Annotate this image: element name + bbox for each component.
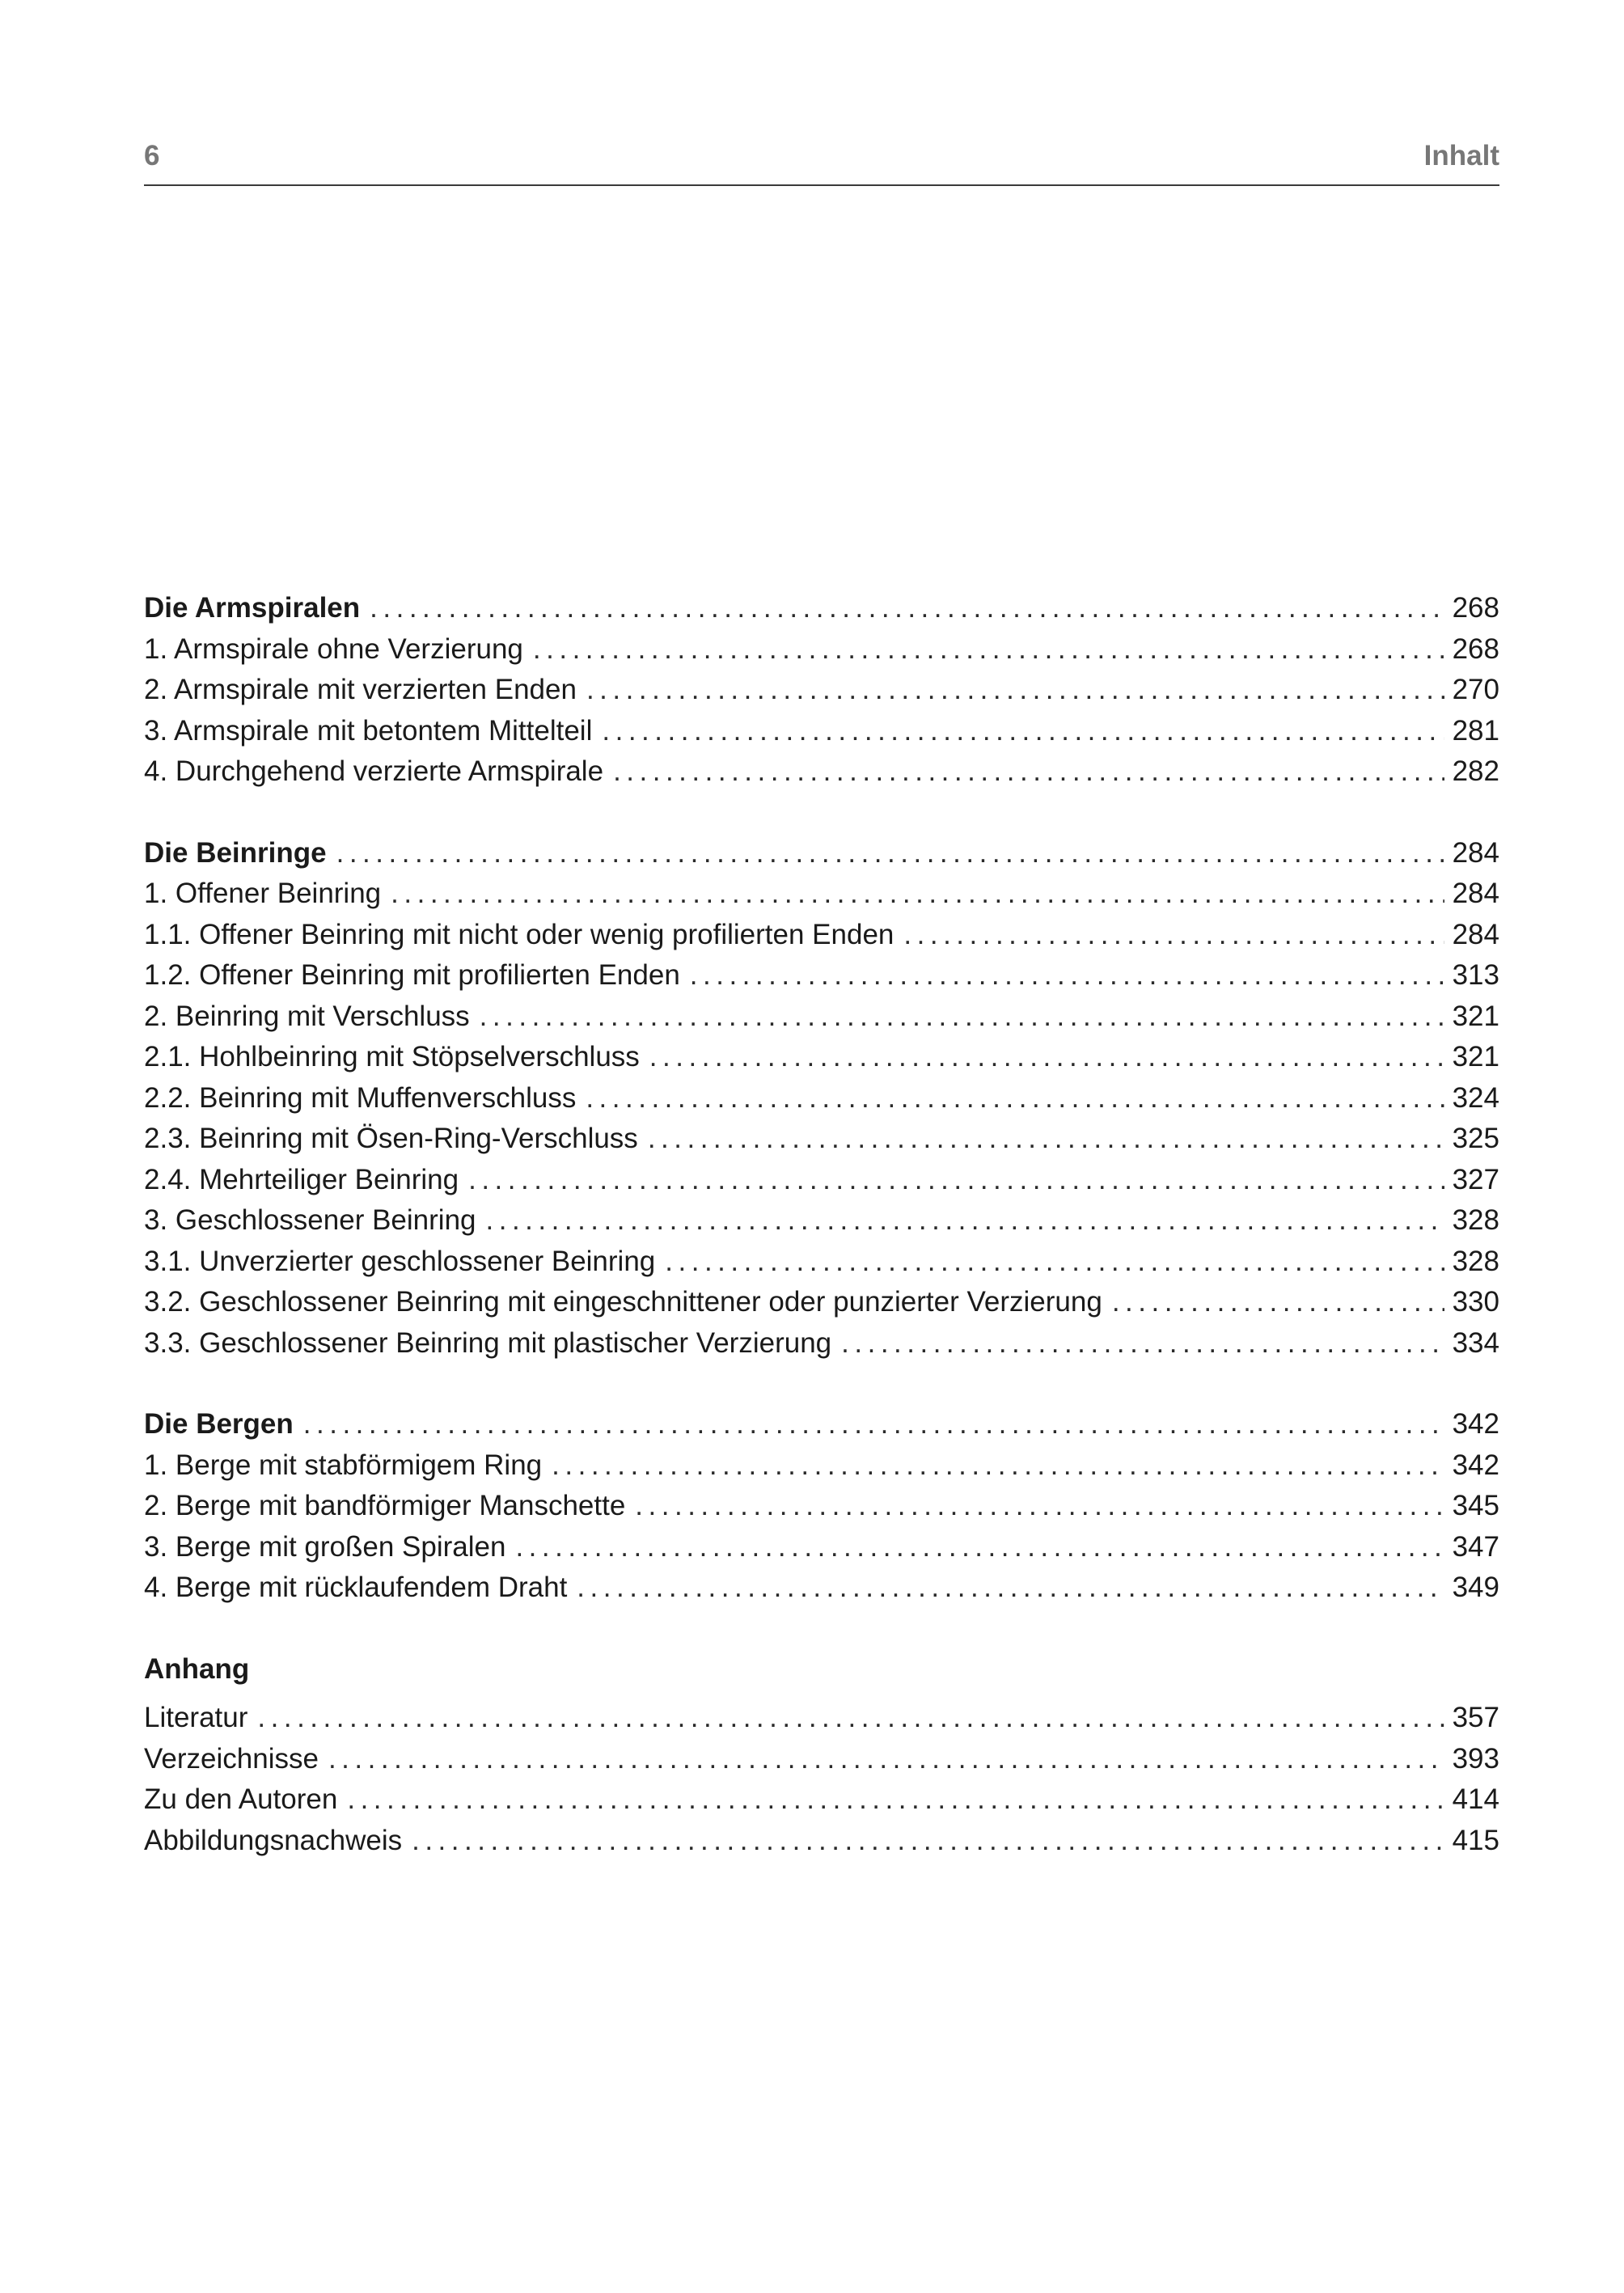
toc-entry-title: Zu den Autoren [144, 1783, 338, 1815]
toc-entry[interactable] [144, 1445, 1499, 1487]
toc-entry[interactable] [144, 670, 1499, 711]
toc-page-number: 345 [1452, 1490, 1499, 1521]
toc-entry-title: 3. Armspirale mit betontem Mittelteil [144, 714, 593, 747]
toc-section-anhang [144, 1649, 1499, 1862]
toc-page-number: 349 [1452, 1572, 1499, 1603]
toc-entry[interactable] [144, 1698, 1499, 1739]
dot-leader [328, 1739, 1444, 1780]
toc-page-number: 284 [1452, 918, 1499, 950]
toc-entry-title: 2.1. Hohlbeinring mit Stöpselverschluss [144, 1041, 640, 1072]
toc-entry[interactable] [144, 711, 1499, 752]
dot-leader [635, 1486, 1444, 1527]
dot-leader [552, 1445, 1444, 1487]
dot-leader [533, 629, 1444, 671]
toc-entry-title: Abbildungsnachweis [144, 1824, 403, 1856]
toc-entry-title: 2. Armspirale mit verzierten Enden [144, 674, 577, 705]
appendix-heading: Anhang [144, 1652, 250, 1685]
toc-page-number: 281 [1452, 714, 1499, 747]
toc-page-number: 321 [1452, 1041, 1499, 1072]
toc-page-number: 324 [1452, 1081, 1499, 1114]
dot-leader [577, 1567, 1444, 1609]
toc-entry[interactable] [144, 1037, 1499, 1078]
toc-section-bergen [144, 1404, 1499, 1609]
toc-section-armspiralen [144, 588, 1499, 793]
page-number: 6 [144, 140, 160, 171]
toc-page-number: 334 [1452, 1326, 1499, 1359]
toc-page-number: 414 [1452, 1783, 1499, 1815]
dot-leader [613, 751, 1444, 793]
page-header [144, 137, 1499, 186]
dot-leader [648, 1119, 1444, 1160]
toc-page-number: 342 [1452, 1449, 1499, 1481]
toc-page-number: 282 [1452, 755, 1499, 787]
toc-entry[interactable] [144, 1323, 1499, 1364]
dot-leader [257, 1698, 1444, 1739]
toc-entry[interactable] [144, 1119, 1499, 1160]
toc-entry[interactable] [144, 1567, 1499, 1609]
toc-entry[interactable] [144, 1739, 1499, 1780]
toc-page-number: 328 [1452, 1204, 1499, 1236]
toc-entry-title: 3. Berge mit großen Spiralen [144, 1530, 506, 1563]
toc-entry[interactable] [144, 1200, 1499, 1242]
toc-heading-entry[interactable] [144, 833, 1499, 874]
dot-leader [1112, 1282, 1444, 1323]
toc-entry[interactable] [144, 1282, 1499, 1323]
dot-leader [841, 1323, 1444, 1364]
toc-entry[interactable] [144, 874, 1499, 915]
toc-entry-title: 2. Berge mit bandförmiger Manschette [144, 1490, 626, 1521]
toc-entry[interactable] [144, 955, 1499, 996]
dot-leader [486, 1200, 1444, 1242]
toc-page-number: 325 [1452, 1123, 1499, 1154]
toc-entry[interactable] [144, 751, 1499, 793]
toc-entry-title: 1.2. Offener Beinring mit profilierten Enden [144, 959, 680, 991]
toc-heading-entry[interactable] [144, 588, 1499, 629]
table-of-contents [144, 588, 1499, 1861]
dot-leader [347, 1779, 1444, 1821]
toc-entry-title: 1. Berge mit stabförmigem Ring [144, 1449, 543, 1481]
dot-leader [370, 588, 1444, 629]
toc-section-beinringe [144, 833, 1499, 1364]
toc-page-number: 321 [1452, 1000, 1499, 1032]
toc-entry[interactable] [144, 1160, 1499, 1201]
running-head: Inhalt [1423, 140, 1499, 171]
toc-page-number: 347 [1452, 1530, 1499, 1563]
toc-page-number: 268 [1452, 632, 1499, 665]
toc-page-number: 330 [1452, 1286, 1499, 1318]
toc-entry-title: Literatur [144, 1702, 248, 1733]
dot-leader [515, 1527, 1444, 1568]
dot-leader [391, 874, 1444, 915]
dot-leader [649, 1037, 1444, 1078]
toc-heading-title: Die Armspiralen [144, 592, 361, 624]
toc-entry-title: 2.4. Mehrteiliger Beinring [144, 1163, 459, 1195]
toc-page-number: 342 [1452, 1408, 1499, 1440]
toc-page-number: 357 [1452, 1702, 1499, 1733]
toc-entry[interactable] [144, 1486, 1499, 1527]
toc-page-number: 393 [1452, 1742, 1499, 1775]
toc-entry-title: 3.2. Geschlossener Beinring mit eingeschnittener oder punzierter Verzierung [144, 1286, 1102, 1318]
toc-heading-entry[interactable] [144, 1404, 1499, 1445]
toc-page-number: 313 [1452, 959, 1499, 991]
toc-heading-title: Die Bergen [144, 1408, 294, 1440]
toc-entry[interactable] [144, 915, 1499, 956]
toc-page-number: 270 [1452, 674, 1499, 705]
toc-entry-title: 3. Geschlossener Beinring [144, 1204, 476, 1236]
dot-leader [903, 915, 1444, 956]
toc-entry[interactable] [144, 1242, 1499, 1283]
toc-entry[interactable] [144, 996, 1499, 1038]
dot-leader [412, 1821, 1444, 1862]
toc-entry-title: 2.3. Beinring mit Ösen-Ring-Verschluss [144, 1123, 638, 1154]
dot-leader [480, 996, 1444, 1038]
toc-entry[interactable] [144, 629, 1499, 671]
toc-entry-title: 4. Durchgehend verzierte Armspirale [144, 755, 604, 787]
toc-entry[interactable] [144, 1527, 1499, 1568]
toc-entry-title: 2.2. Beinring mit Muffenverschluss [144, 1081, 577, 1114]
toc-entry-title: 3.3. Geschlossener Beinring mit plastischer Verzierung [144, 1326, 832, 1359]
dot-leader [690, 955, 1444, 996]
toc-entry-title: 2. Beinring mit Verschluss [144, 1000, 470, 1032]
toc-entry[interactable] [144, 1821, 1499, 1862]
toc-entry-title: Verzeichnisse [144, 1742, 319, 1775]
toc-page-number: 268 [1452, 592, 1499, 624]
toc-entry-title: 4. Berge mit rücklaufendem Draht [144, 1572, 568, 1603]
dot-leader [665, 1242, 1444, 1283]
toc-entry[interactable] [144, 1078, 1499, 1119]
dot-leader [303, 1404, 1444, 1445]
dot-leader [468, 1160, 1444, 1201]
toc-entry[interactable] [144, 1779, 1499, 1821]
dot-leader [602, 711, 1444, 752]
toc-entry-title: 1.1. Offener Beinring mit nicht oder wenig profilierten Enden [144, 918, 894, 950]
toc-entry-title: 1. Armspirale ohne Verzierung [144, 632, 523, 665]
toc-page-number: 284 [1452, 836, 1499, 869]
toc-page-number: 284 [1452, 878, 1499, 909]
dot-leader [336, 833, 1444, 874]
dot-leader [586, 1078, 1444, 1119]
toc-entry-title: 1. Offener Beinring [144, 878, 382, 909]
toc-entry-title: 3.1. Unverzierter geschlossener Beinring [144, 1245, 656, 1277]
toc-heading-title: Die Beinringe [144, 836, 327, 869]
toc-page-number: 415 [1452, 1824, 1499, 1856]
toc-page-number: 327 [1452, 1163, 1499, 1195]
dot-leader [586, 670, 1444, 711]
toc-page-number: 328 [1452, 1245, 1499, 1277]
